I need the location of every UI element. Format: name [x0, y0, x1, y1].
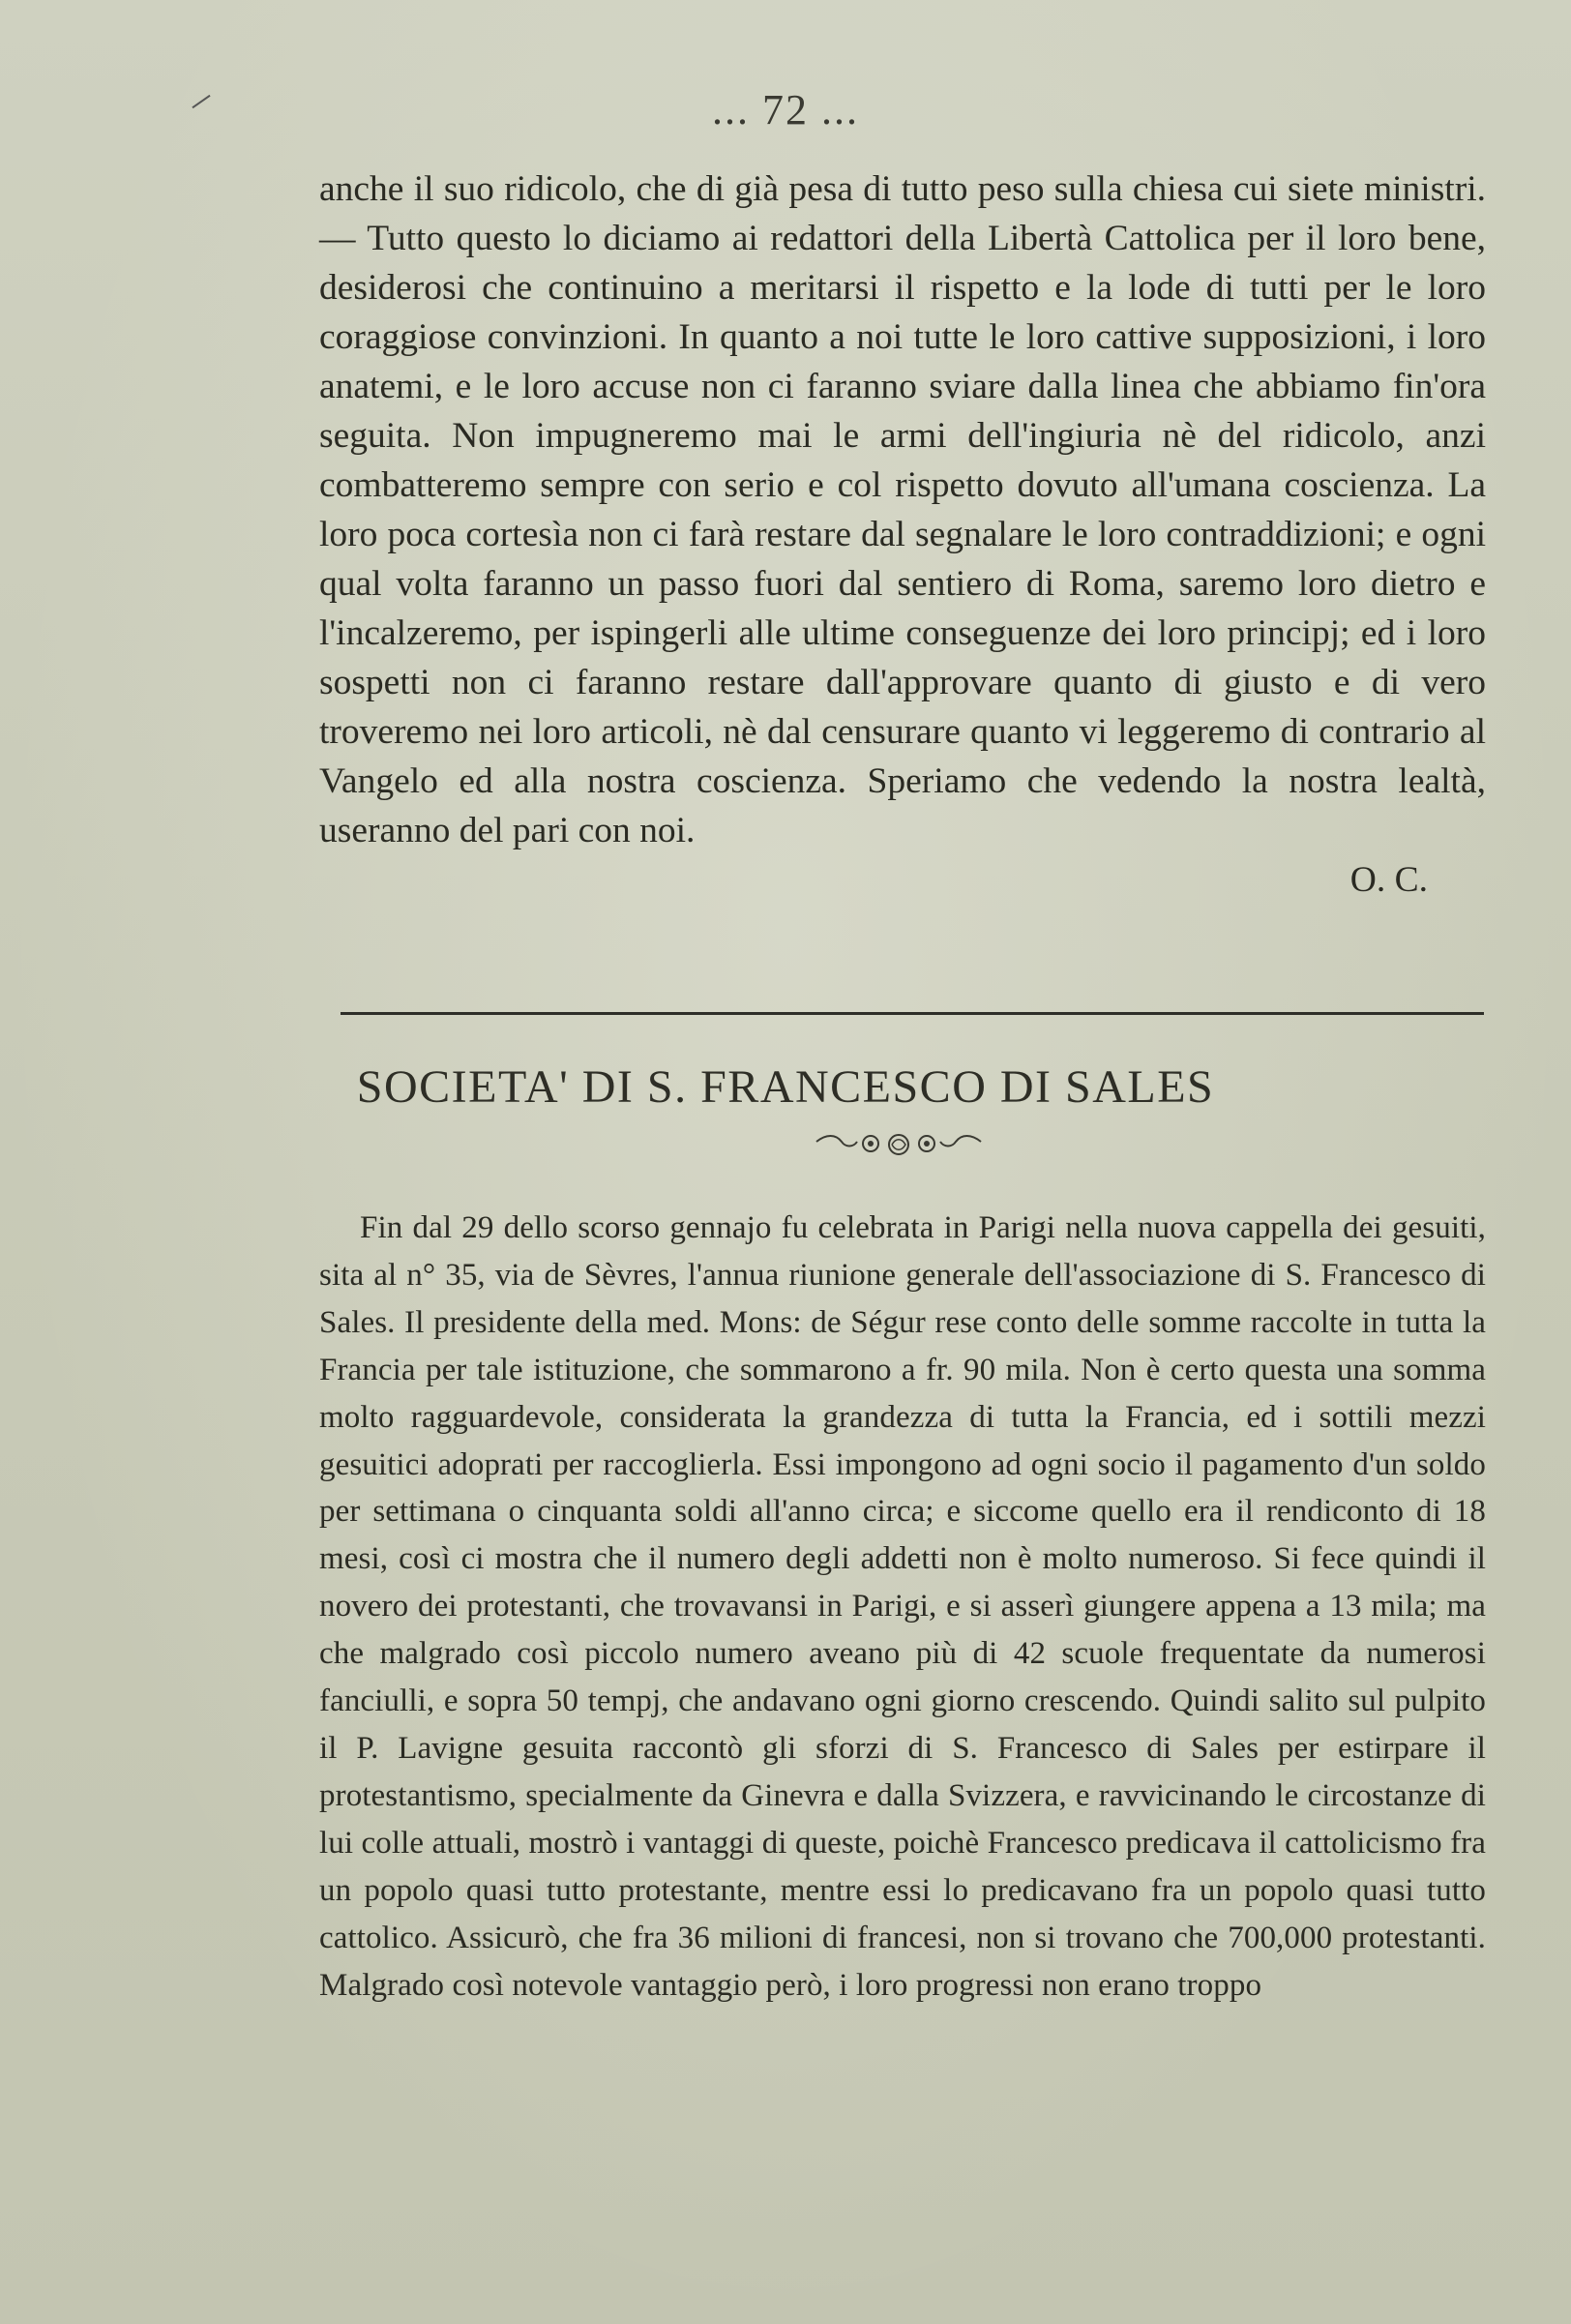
second-article — [319, 1205, 1486, 2009]
first-article — [319, 164, 1486, 905]
section-divider — [341, 1012, 1484, 1015]
signature: O. C. — [1349, 860, 1428, 900]
second-article-paragraph: Fin dal 29 dello scorso gennajo fu celebrata in Parigi nella nuova cappella dei gesuiti, sita al n° 35, via de Sèvres, l'annua riunione generale dell'associazione di S. Francesco di Sales. Il presidente della med. Mons: de Ségur rese conto delle somme raccolte in tutta la Francia per tale istituzione, che sommarono a fr. 90 mila. Non è certo questa una somma molto ragguardevole, considerata la grandezza di tutta la Francia, ed i sottili mezzi gesuitici adoprati per raccoglierla. Essi impongono ad ogni socio il pagamento d'un soldo per settimana o cinquanta soldi all'anno circa; e siccome quello era il rendiconto di 18 mesi, così ci mostra che il numero degli addetti non è molto numeroso. Si fece quindi il novero dei protestanti, che trovavansi in Parigi, e si asserì giungere appena a 13 mila; ma che malgrado così piccolo numero aveano più di 42 scuole frequentate da numerosi fanciulli, e sopra 50 tempj, che andavano ogni giorno crescendo. Quindi salito sul pulpito il P. Lavigne gesuita raccontò gli sforzi di S. Francesco di Sales per estirpare il protestantismo, specialmente da Ginevra e dalla Svizzera, e ravvicinando le circostanze di lui colle attuali, mostrò i vantaggi di queste, poichè Francesco predicava il cattolicismo fra un popolo quasi tutto protestante, mentre essi lo predicavano fra un popolo quasi tutto cattolico. Assicurò, che fra 36 milioni di francesi, non si trovano che 700,000 protestanti. Malgrado così notevole vantaggio però, i loro progressi non erano troppo — [319, 1210, 1486, 2003]
section-title: SOCIETA' DI S. FRANCESCO DI SALES — [356, 1061, 1215, 1113]
first-article-paragraph: anche il suo ridicolo, che di già pesa di tutto peso sulla chiesa cui siete ministri. — Tutto questo lo diciamo ai redattori della Libertà Cattolica per il loro bene, desiderosi che continuino a meritarsi il rispetto e la lode di tutti per le loro coraggiose convinzioni. In quanto a noi tutte le loro cattive supposizioni, i loro anatemi, e le loro accuse non ci faranno sviare dalla linea che abbiamo fin'ora seguita. Non impugneremo mai le armi dell'ingiuria nè del ridicolo, anzi combatteremo sempre con serio e col rispetto dovuto all'umana coscienza. La loro poca cortesìa non ci farà restare dal segnalare le loro contraddizioni; e ogni qual volta faranno un passo fuori dal sentiero di Roma, saremo loro dietro e l'incalzeremo, per ispingerli alle ultime conseguenze dei loro principj; ed i loro sospetti non ci faranno restare dall'approvare quanto di giusto e di vero troveremo nei loro articoli, nè dal censurare quanto vi leggeremo di contrario al Vangelo ed alla nostra coscienza. Speriamo che vedendo la nostra lealtà, useranno del pari con noi. — [319, 169, 1486, 850]
page-number: ... 72 ... — [712, 86, 859, 134]
ornament-flourish-icon — [815, 1130, 984, 1159]
